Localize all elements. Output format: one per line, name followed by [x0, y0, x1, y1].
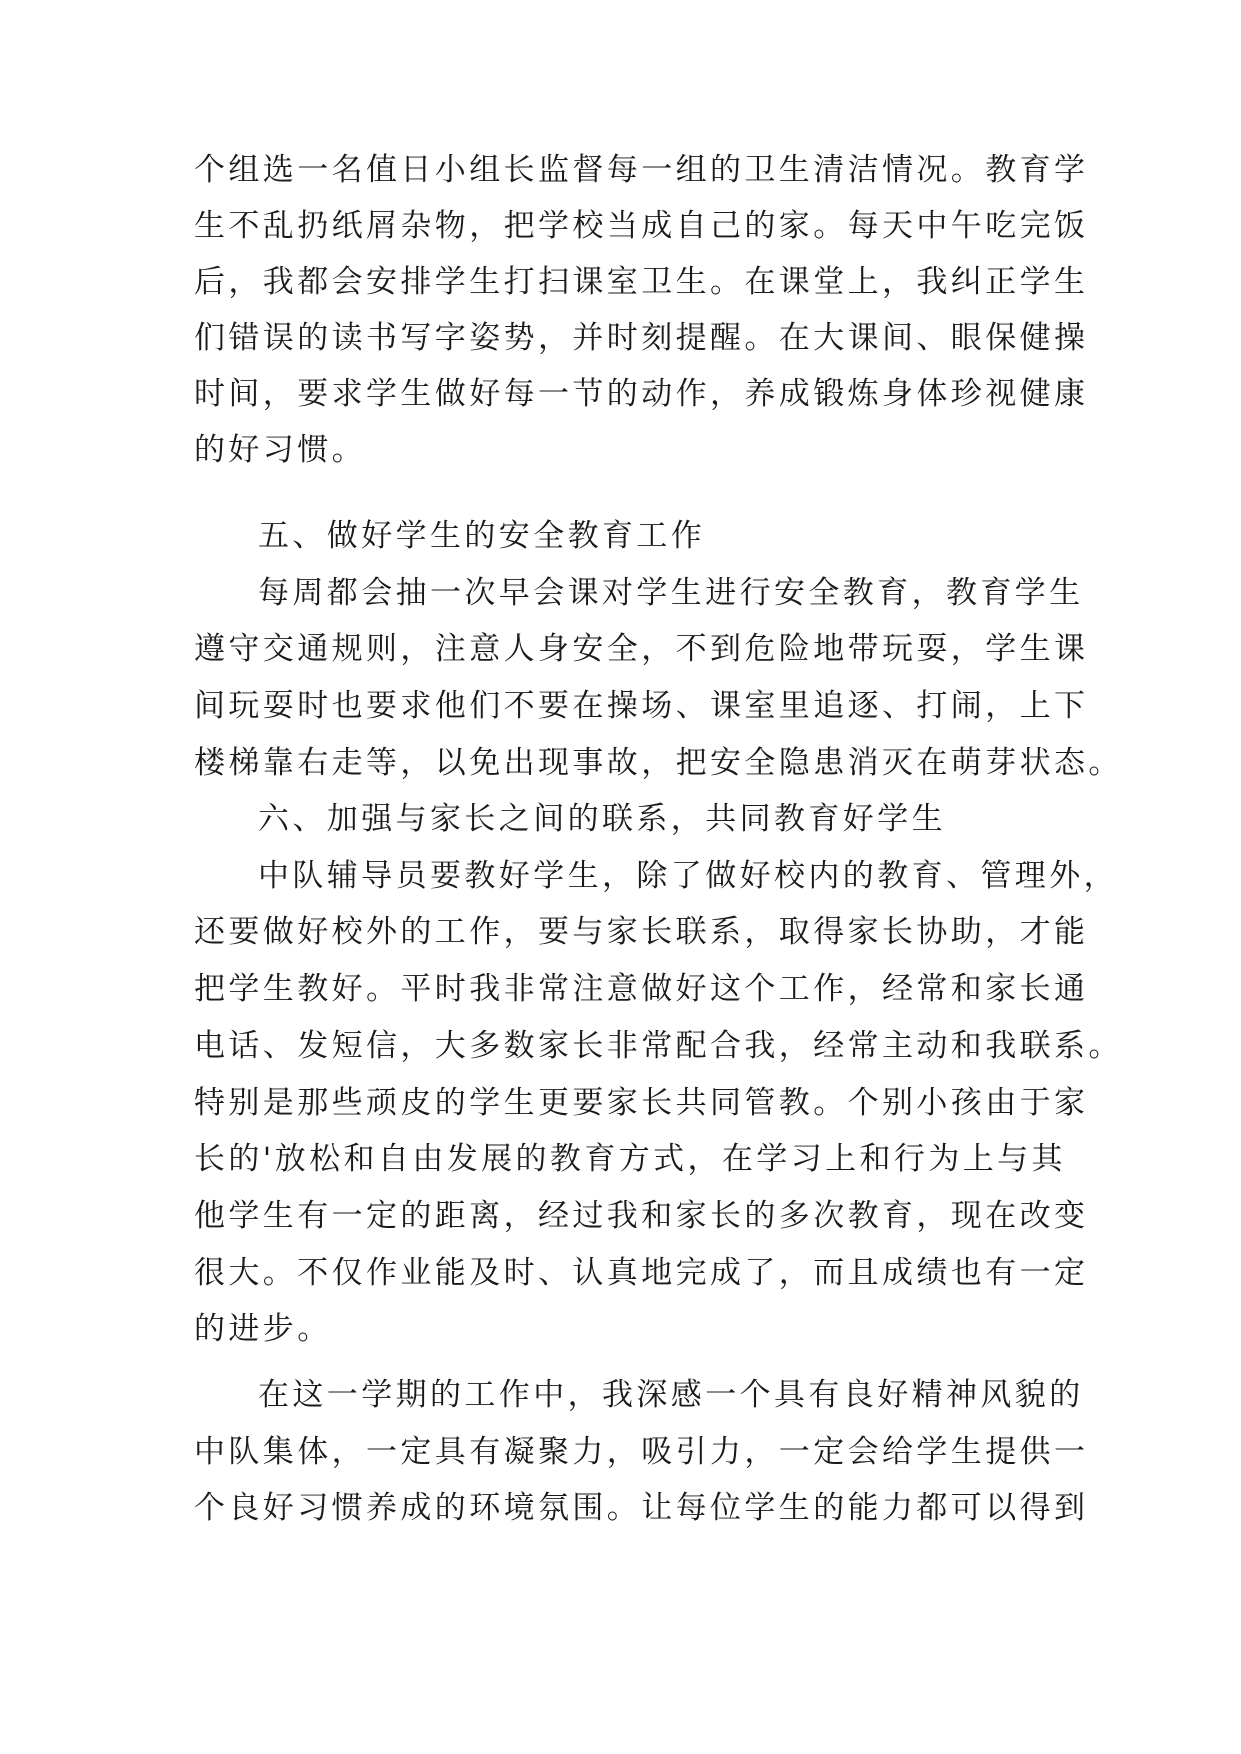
body-text-line: 把学生教好。平时我非常注意做好这个工作，经常和家长通	[194, 971, 1089, 1007]
body-text-line: 中队集体，一定具有凝聚力，吸引力，一定会给学生提供一	[194, 1434, 1089, 1470]
body-text-line: 个良好习惯养成的环境氛围。让每位学生的能力都可以得到	[194, 1490, 1089, 1526]
body-text-line: 个组选一名值日小组长监督每一组的卫生清洁情况。教育学	[194, 152, 1089, 188]
body-text-line: 们错误的读书写字姿势，并时刻提醒。在大课间、眼保健操	[194, 320, 1089, 356]
section-heading-5: 五、做好学生的安全教育工作	[258, 518, 706, 554]
body-text-line: 特别是那些顽皮的学生更要家长共同管教。个别小孩由于家	[194, 1085, 1089, 1121]
paragraph-first-line: 在这一学期的工作中，我深感一个具有良好精神风貌的	[258, 1377, 1084, 1413]
body-text-line: 的进步。	[194, 1311, 332, 1347]
section-heading-6: 六、加强与家长之间的联系，共同教育好学生	[258, 801, 946, 837]
body-text-line: 楼梯靠右走等，以免出现事故，把安全隐患消灭在萌芽状态。	[194, 745, 1123, 781]
body-text-line: 遵守交通规则，注意人身安全，不到危险地带玩耍，学生课	[194, 631, 1089, 667]
paragraph-first-line: 中队辅导员要教好学生，除了做好校内的教育、管理外，	[258, 858, 1118, 894]
body-text-line: 后，我都会安排学生打扫课室卫生。在课堂上，我纠正学生	[194, 264, 1089, 300]
body-text-line: 他学生有一定的距离，经过我和家长的多次教育，现在改变	[194, 1198, 1089, 1234]
body-text-line: 间玩耍时也要求他们不要在操场、课室里追逐、打闹，上下	[194, 688, 1089, 724]
body-text-line: 电话、发短信，大多数家长非常配合我，经常主动和我联系。	[194, 1028, 1123, 1064]
body-text-line: 生不乱扔纸屑杂物，把学校当成自己的家。每天中午吃完饭	[194, 208, 1089, 244]
body-text-line: 还要做好校外的工作，要与家长联系，取得家长协助，才能	[194, 914, 1089, 950]
body-text-line: 时间，要求学生做好每一节的动作，养成锻炼身体珍视健康	[194, 376, 1089, 412]
body-text-line: 长的'放松和自由发展的教育方式，在学习上和行为上与其	[194, 1141, 1066, 1177]
body-text-line: 很大。不仅作业能及时、认真地完成了，而且成绩也有一定	[194, 1255, 1089, 1291]
paragraph-first-line: 每周都会抽一次早会课对学生进行安全教育，教育学生	[258, 575, 1084, 611]
body-text-line: 的好习惯。	[194, 432, 366, 468]
